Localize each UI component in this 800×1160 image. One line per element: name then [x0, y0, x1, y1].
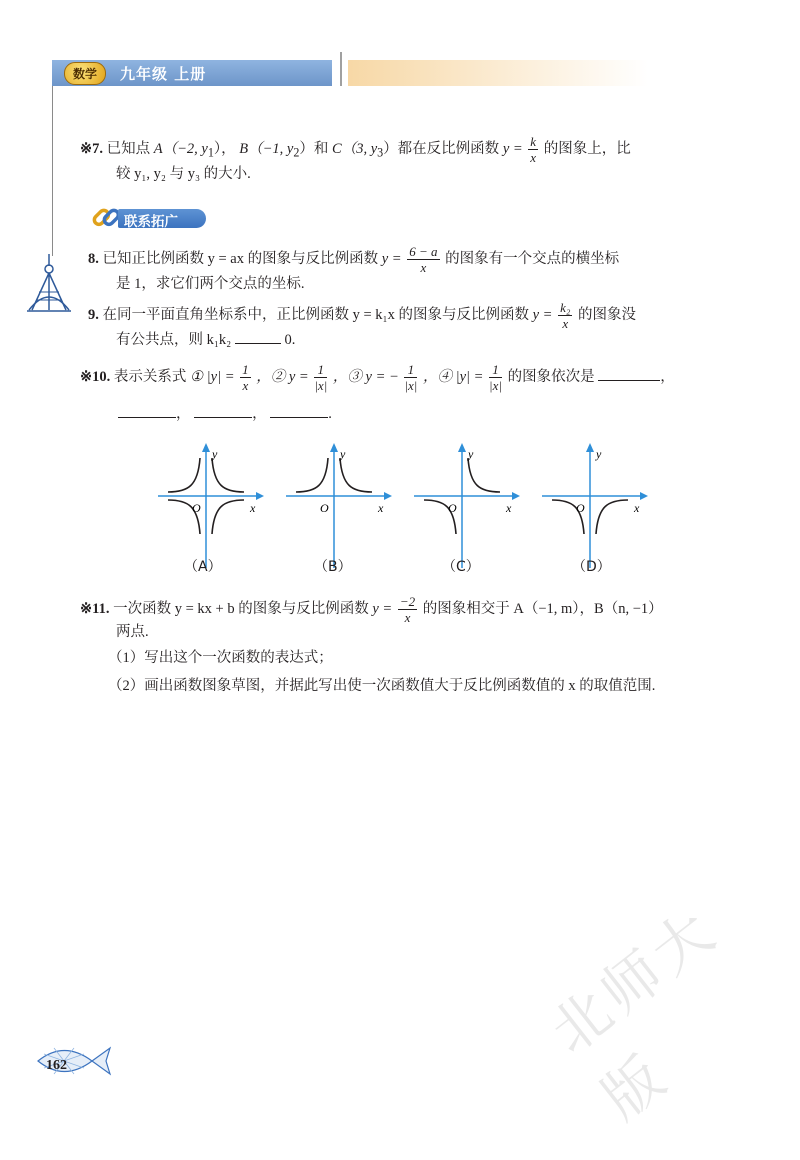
question-11-sub-2: （2）画出函数图象草图，并据此写出使一次函数值大于反比例函数值的 x 的取值范围. [108, 678, 656, 694]
axis-label-x: x [506, 501, 512, 515]
graph-d-caption: （D） [572, 559, 611, 575]
question-11-sub-1: （1）写出这个一次函数的表达式； [108, 650, 333, 666]
question-9-line-2: 有公共点，则 k₁k₂ 0. [116, 332, 296, 348]
axis-label-x: x [250, 501, 256, 515]
origin-label: O [192, 501, 201, 515]
axis-label-x: x [634, 501, 640, 515]
question-7-line-1: ※7. 已知点 A（−2, $y_1$）， B（−1, $y_2$）和 C（3, $y_3$）都在反比例函数 y = $\frac{k}{x}$ 的图象上，比 [80, 134, 631, 165]
graph-d [540, 440, 650, 570]
fraction-6-minus-a-over-x: $\frac{6 - a}{x}$ [409, 244, 438, 275]
subject-badge: 数学 [64, 62, 106, 85]
question-10-line-2: ， ， . [118, 404, 332, 424]
header-fade-band [348, 60, 648, 86]
book-title: 九年级 上册 [120, 65, 207, 83]
graph-c [412, 440, 522, 570]
origin-label: O [576, 501, 585, 515]
question-11-line-2: 两点. [116, 624, 149, 640]
graph-a-caption: （A） [184, 559, 222, 575]
question-7-line-2: 较 y₁, y₂ 与 y₃ 的大小. [116, 166, 251, 182]
fraction-1-over-abs-x: $\frac{1}{|x|}$ [314, 362, 328, 393]
axis-label-y: y [212, 447, 218, 461]
fraction-1-over-x: $\frac{1}{x}$ [242, 362, 249, 393]
answer-blank[interactable] [118, 417, 176, 418]
answer-blank[interactable] [270, 417, 328, 418]
page-number: 162 [46, 1058, 67, 1073]
graph-b-caption: （B） [314, 559, 352, 575]
section-label: 联系拓广 [124, 214, 178, 230]
fraction-1-over-abs-x: $\frac{1}{|x|}$ [404, 362, 418, 393]
graph-a [156, 440, 266, 570]
axis-label-y: y [340, 447, 346, 461]
question-9-line-1: 9. 在同一平面直角坐标系中，正比例函数 y = k₁x 的图象与反比例函数 y = $\frac{\text{k₂}}{x}$ 的图象没 [88, 300, 637, 331]
question-number: 9. [88, 306, 99, 323]
margin-rule [52, 86, 53, 256]
tower-icon [24, 252, 74, 314]
answer-blank[interactable] [194, 417, 252, 418]
answer-blank[interactable] [598, 380, 660, 381]
question-number: 8. [88, 250, 99, 267]
question-number: ※7. [80, 140, 104, 157]
fraction-minus-2-over-x: $\frac{-2}{x}$ [399, 594, 416, 625]
fraction-1-over-abs-x: $\frac{1}{|x|}$ [489, 362, 502, 393]
answer-blank[interactable] [235, 343, 281, 344]
graph-b [284, 440, 394, 570]
question-number: ※11. [80, 600, 110, 617]
question-8-line-2: 是 1，求它们两个交点的坐标. [116, 276, 305, 292]
origin-label: O [448, 501, 457, 515]
origin-label: O [320, 501, 329, 515]
publisher-watermark: 北师大版 [537, 894, 731, 1133]
axis-label-y: y [596, 447, 602, 461]
question-8-line-1: 8. 已知正比例函数 y = ax 的图象与反比例函数 y = $\frac{6 - a}{x}$ 的图象有一个交点的横坐标 [88, 244, 620, 275]
fraction-k-over-x: $\frac{k}{x}$ [530, 134, 537, 165]
header-divider [340, 52, 342, 86]
question-number: ※10. [80, 368, 111, 385]
question-10-line-1: ※10. 表示关系式 ① |y| = $\frac{1}{x}$ ，② y = $\frac{1}{|x|}$ ，③ y = − $\frac{1}{|x|}$ ，④ |y| = $\frac{1}{|x|}$ 的图象依次是 ， [80, 362, 675, 393]
axis-label-x: x [378, 501, 384, 515]
fraction-k2-over-x: $\frac{\text{k₂}}{x}$ [560, 300, 571, 331]
question-11-line-1: ※11. 一次函数 y = kx + b 的图象与反比例函数 y = $\frac{-2}{x}$ 的图象相交于 A（−1, m），B（n, −1） [80, 594, 663, 625]
axis-label-y: y [468, 447, 474, 461]
graph-c-caption: （C） [442, 559, 480, 575]
